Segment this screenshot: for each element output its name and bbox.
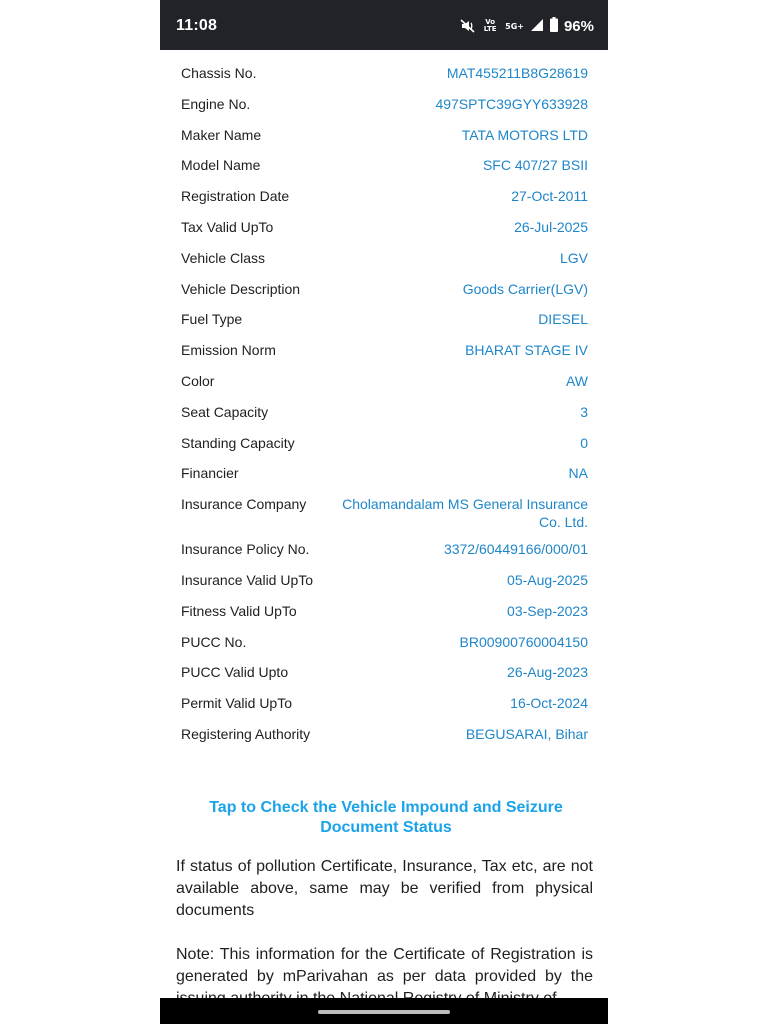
detail-row (181, 692, 588, 723)
detail-value: NA (568, 465, 588, 482)
volte-icon: Vo LTE (483, 18, 497, 33)
detail-row (181, 93, 588, 124)
detail-value: 0 (580, 434, 588, 451)
status-time: 11:08 (176, 17, 218, 34)
detail-label: Financier (181, 465, 239, 482)
detail-row (181, 370, 588, 401)
detail-row (181, 723, 588, 754)
detail-value: Goods Carrier(LGV) (462, 280, 588, 297)
detail-label: Fuel Type (181, 311, 243, 328)
detail-label: Registering Authority (181, 725, 311, 742)
home-gesture-handle[interactable] (318, 1010, 450, 1014)
detail-label: PUCC Valid Upto (181, 664, 289, 681)
detail-label: PUCC No. (181, 633, 247, 650)
detail-value: DIESEL (538, 311, 588, 328)
detail-value: BHARAT STAGE IV (465, 342, 588, 359)
navigation-bar (160, 998, 608, 1024)
detail-value: TATA MOTORS LTD (461, 126, 588, 143)
detail-label: Maker Name (181, 126, 262, 143)
detail-label: Fitness Valid UpTo (181, 602, 297, 619)
detail-value: 16-Oct-2024 (510, 695, 588, 712)
detail-row (181, 339, 588, 370)
detail-value: 3372/60449166/000/01 (443, 541, 588, 558)
detail-label: Vehicle Description (181, 280, 301, 297)
mute-icon (459, 17, 477, 35)
detail-label: Vehicle Class (181, 249, 266, 266)
detail-value: SFC 407/27 BSII (482, 157, 588, 174)
detail-value: 3 (580, 403, 588, 420)
detail-value: 497SPTC39GYY633928 (435, 95, 588, 112)
impound-status-link[interactable]: Tap to Check the Vehicle Impound and Seizure Document Status (209, 799, 563, 836)
detail-row (181, 247, 588, 278)
detail-row (181, 462, 588, 493)
detail-label: Color (181, 372, 215, 389)
detail-row (181, 538, 588, 569)
detail-label: Engine No. (181, 95, 251, 112)
detail-row (181, 631, 588, 662)
detail-label: Registration Date (181, 188, 290, 205)
detail-row (181, 124, 588, 155)
detail-label: Permit Valid UpTo (181, 695, 293, 712)
info-paragraph: If status of pollution Certificate, Insurance, Tax etc, are not available above, same may be verified from physical documents (176, 858, 593, 919)
detail-row (181, 278, 588, 309)
detail-row (181, 154, 588, 185)
detail-row (181, 661, 588, 692)
phone-screen (160, 0, 608, 1024)
signal-icon (530, 17, 544, 36)
detail-label: Model Name (181, 157, 261, 174)
detail-row (181, 62, 588, 93)
detail-value: LGV (559, 249, 588, 266)
detail-label: Insurance Company (181, 496, 307, 513)
detail-value: 03-Sep-2023 (507, 602, 588, 619)
detail-value: 27-Oct-2011 (511, 188, 588, 205)
detail-row (181, 600, 588, 631)
detail-label: Standing Capacity (181, 434, 295, 451)
detail-value: MAT455211B8G28619 (446, 65, 588, 81)
detail-row (181, 216, 588, 247)
note-paragraph: Note: This information for the Certificate of Registration is generated by mParivahan as per data provided by the (176, 946, 593, 985)
detail-label: Insurance Valid UpTo (181, 571, 314, 588)
detail-row (181, 308, 588, 339)
vehicle-details-list (181, 62, 588, 754)
detail-value: BEGUSARAI, Bihar (465, 725, 588, 742)
detail-value: BR00900760004150 (459, 633, 588, 650)
battery-icon (550, 17, 558, 36)
detail-label: Tax Valid UpTo (181, 218, 274, 235)
detail-row (181, 569, 588, 600)
detail-row (181, 493, 588, 538)
detail-row (181, 401, 588, 432)
status-bar (160, 0, 608, 50)
detail-value: 05-Aug-2025 (507, 571, 588, 588)
detail-value: 26-Jul-2025 (514, 218, 588, 235)
battery-percent: 96% (563, 17, 594, 35)
detail-value: AW (565, 372, 588, 389)
detail-label: Chassis No. (181, 65, 257, 81)
detail-row (181, 185, 588, 216)
network-type-label: 5G+ (505, 21, 524, 31)
detail-label: Seat Capacity (181, 403, 269, 420)
status-icons (459, 16, 594, 36)
detail-value: 26-Aug-2023 (507, 664, 588, 681)
detail-label: Emission Norm (181, 342, 276, 359)
detail-value: Cholamandalam MS General Insurance Co. Ltd. (342, 496, 588, 531)
detail-row (181, 432, 588, 463)
detail-label: Insurance Policy No. (181, 541, 310, 558)
